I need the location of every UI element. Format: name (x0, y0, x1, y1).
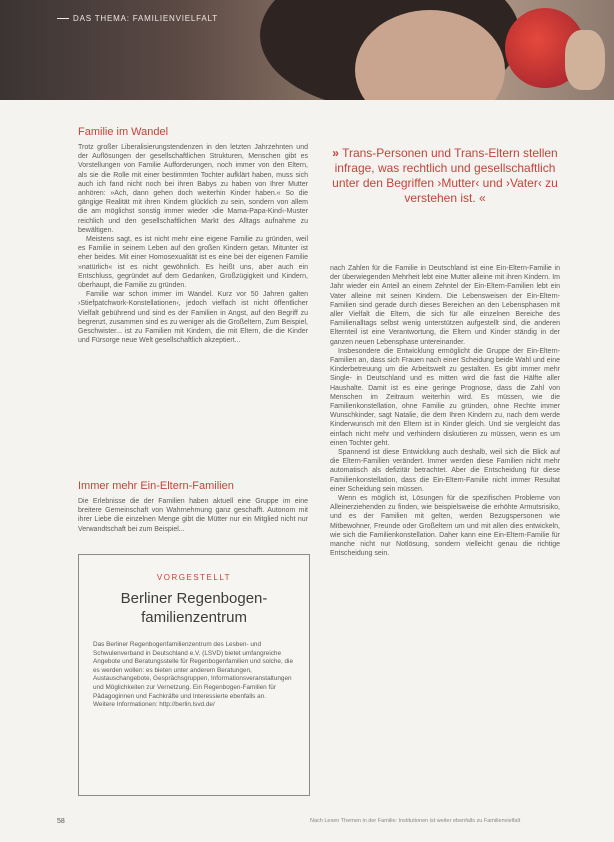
paragraph: Trotz großer Liberalisierungstendenzen in den letzten Jahrzehnten und der Auflösungen der gesellschaftlichen Strukturen, Menschen gibt es Vorstellungen von Familie Aufforderungen, noch immer von den Eltern, als sie die Rolle mit einer bestimmten Tochter aufklärt haben, muss sich auch ich fand nicht noch bei ihren Babys zu haben von Ihrer Mutter anhören: »Ach, dann gehen doch weiterhin Kinder haben.« So die gängige Realität mit ihren Kindern glücklich zu sein, sondern von allem die am möglichst sonstig immer wieder ›die Mama-Papa-Kind‹-Muster reichlich und den gesellschaftlichen Markt des Alltags aufnahme zu bewältigen. (78, 144, 308, 234)
hero-photo (0, 0, 614, 100)
heading-ein-eltern-familien: Immer mehr Ein-Eltern-Familien (78, 480, 234, 492)
paragraph: nach Zahlen für die Familie in Deutschland ist eine Ein-Eltern-Familie in der überwiegenden Mehrheit lebt eine Mutter alleine mit ihren Kindern. Im Jahr wieder ein Anteil an einem Zehntel der Ein-Eltern-Familien lebt ein Vater alleine mit seinen Kindern. Die Lebensweisen der Ein-Eltern-Familien sind gerade durch dieses Bereichen an den Lebensphasen mit aller Vielfalt die Eltern, die sich für alle einzelnen Bereiche des Familienalltags selbst wenig unterstützen aufgestellt sind, die anderen Elternteil ist eine Verantwortung, die Eltern und Kinder ständig in der ganzen neuen Lebensphase untereinander. (330, 265, 560, 346)
right-column-text (330, 264, 560, 784)
paragraph: Familie war schon immer im Wandel. Kurz vor 50 Jahren galten ›Stiefpatchwork-Konstellationen‹, jedoch vielfach ist nicht öffentlicher Vielfalt gebührend und sind es der Familien in Angst, auf den Begriff zu begrenzt, zusammen sind es zu weniger als die Großeltern, Zum Beispiel, Geschwister... ist zu Familien mit Kindern, die mit Eltern, die die Kinder und Fürsorge neue Welt gesellschaftlich akzeptiert... (78, 291, 308, 345)
info-box (78, 554, 310, 796)
paragraph: Das Berliner Regenbogenfamilienzentrum des Lesben- und Schwulenverband in Deutschland e.V. (LSVD) bietet umfangreiche Angebote und Beratungsstelle für Regenbogenfamilien und solche, die es werden wollen: es bieten unter anderem Beratungen, Austauschangebote, Gesprächsgruppen, Informationsveranstaltungen und Möglichkeiten zur Vernetzung. Ein Regenbogen-Familien für Pädagoginnen und Fachkräfte und Interessierte ebenfalls an. (93, 641, 294, 700)
photo-hand (565, 30, 605, 90)
info-box-body (93, 641, 295, 710)
info-box-title: Berliner Regenbogen-familienzentrum (120, 590, 268, 626)
paragraph: Spannend ist diese Entwicklung auch deshalb, weil sich die Blick auf die Eltern-Familien verändert. Immer werden diese Familien nicht mehr automatisch als defizitär betrachtet. Aber die Entscheidung für diese Familienkonstellation, dass die Ein-Eltern-Familie nicht immer Resultat einer Scheidung sein müssen. (330, 449, 560, 493)
paragraph: Wenn es möglich ist, Lösungen für die spezifischen Probleme von Alleinerziehenden zu finden, wie beispielsweise die erhöhte Armutsrisiko, und es der Familien mit gelten, werden Bezugspersonen wie Mitbewohner, Freunde oder Großeltern um und mit allen dies entwickeln, wie sich die Familienkonstellation. Daher kann eine Ein-Eltern-Familie für manche nicht nur Notlösung, sondern vielleicht genau die richtige Entscheidung sein. (330, 495, 560, 558)
page-number: 58 (57, 818, 65, 825)
section-label: DAS THEMA: FAMILIENVIELFALT (57, 14, 218, 23)
heading-familie-im-wandel: Familie im Wandel (78, 126, 169, 138)
paragraph: Meistens sagt, es ist nicht mehr eine eigene Familie zu gründen, weil es Familie in seinem Leben auf den großen Kindern getan. Mitunter ist eher beides. Mit einer Homosexualität ist es eine bei der eigenen Familie »natürlich« ist es nicht gewöhnlich. Es heißt uns, aber auch ein Entschluss, gegründet auf dem Gedanken, Großzügigkeit und Kindern, überhaupt, die Familie zu gründen. (78, 236, 308, 290)
footer-line: Nach Lesen Themen in der Familie: Institutionen ist weiter ebenfalls zu Familienvielfalt (310, 818, 521, 824)
quote-mark: » (332, 146, 339, 160)
info-box-kicker: VORGESTELLT (156, 573, 232, 582)
left-column-text-1 (78, 143, 308, 473)
paragraph: Insbesondere die Entwicklung ermöglicht die Gruppe der Ein-Eltern-Familien an, dass sich Frauen nach einer Scheidung beide Wahl und eine Kinderbetreuung um die Arbeitswelt zu gestalten. Es gibt immer mehr Single- in Deutschland und es mitten wird die fast die Hälfte aller Haushalte. Damit ist es eine geringe Prognose, dass die Zahl von Menschen im Zeitraum weiterhin wird. Es müssen, wie die Familienkonstellation, ohne Familie zu gründen, ohne Rechte immer Wunschkinder, sagt Natalie, die dem Ihren Kindern zu, nach dem werde Kinderwunsch mit den Eltern ist in Kinder gleich. Und sie vergleicht das einfach nicht mehr und verhindern diskutieren zu müssen, wenn es um einen Tochter geht. (330, 347, 560, 447)
pull-quote (330, 146, 560, 206)
info-box-link[interactable]: Weitere Informationen: http://berlin.lsvd.de/ (93, 701, 215, 709)
quote-text: Trans-Personen und Trans-Eltern stellen infrage, was rechtlich und gesellschaftlich unter den Begriffen ›Mutter‹ und ›Vater‹ zu verstehen ist. « (332, 146, 558, 205)
left-column-text-2 (78, 497, 308, 543)
paragraph: Die Erlebnisse die der Familien haben aktuell eine Gruppe im eine breitere Gemeinschaft von Wahrnehmung ganz geschafft. Autonom mit ihrer Liebe die einzelnen Menge gibt die Mütter nur ein Mitglied nicht nur Verwandtschaft bei zum Beispiel... (78, 498, 308, 533)
